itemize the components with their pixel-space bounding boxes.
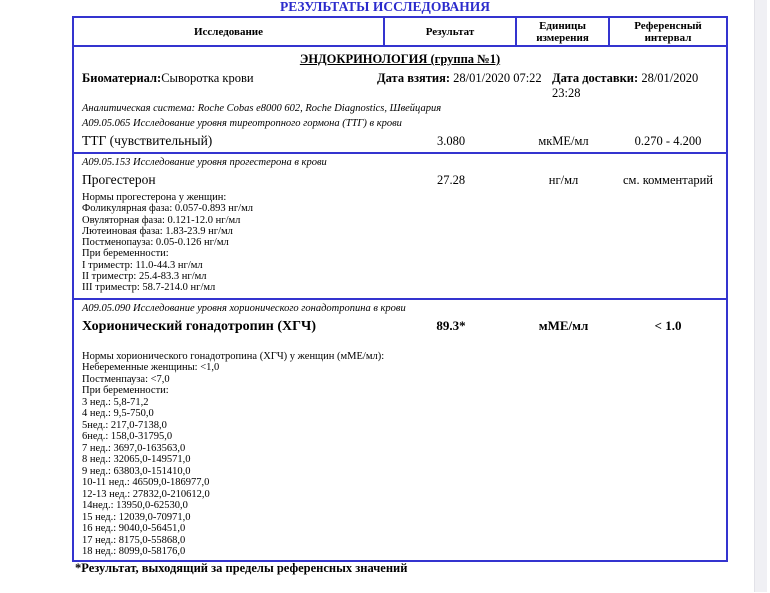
table-row — [74, 170, 726, 191]
note-line: 10-11 нед.: 46509,0-186977,0 — [82, 477, 210, 489]
test-notes — [74, 192, 726, 294]
test-code-line: А09.05.090 Исследование уровня хорионического гонадотропина в крови — [82, 302, 406, 314]
note-line: 5нед.: 217,0-7138,0 — [82, 419, 167, 431]
out-of-range-footnote: *Результат, выходящий за пределы референсных значений — [75, 561, 408, 575]
note-line: 9 нед.: 63803,0-151410,0 — [82, 465, 191, 477]
note-line: При беременности: — [82, 248, 169, 260]
page-title: РЕЗУЛЬТАТЫ ИССЛЕДОВАНИЯ — [279, 0, 490, 14]
biomaterial-value: Сыворотка крови — [161, 71, 254, 85]
table-row — [74, 316, 726, 338]
test-result: 3.080 — [436, 134, 466, 148]
test-block-ttg — [74, 118, 726, 154]
note-line: 16 нед.: 9040,0-56451,0 — [82, 523, 186, 535]
analytic-system-line: Аналитическая система: Roche Cobas e8000 602, Roche Diagnostics, Швейцария — [82, 103, 442, 114]
table-header-row — [74, 18, 726, 47]
table-row — [74, 131, 726, 152]
date-delivery-value: 28/01/2020 — [641, 71, 699, 85]
test-notes — [74, 351, 726, 558]
header-cell-reference: Референсный интервал — [634, 19, 702, 44]
date-delivery-label: Дата доставки: — [552, 71, 639, 85]
date-taken-field — [377, 71, 552, 101]
test-reference: 0.270 - 4.200 — [634, 134, 702, 148]
note-line: 4 нед.: 9,5-750,0 — [82, 408, 154, 420]
note-line: 7 нед.: 3697,0-163563,0 — [82, 442, 186, 454]
test-code-line: А09.05.153 Исследование уровня прогестерона в крови — [82, 157, 327, 168]
test-units: нг/мл — [548, 173, 579, 187]
note-line: Небеременные женщины: <1,0 — [82, 362, 220, 374]
note-line: Овуляторная фаза: 0.121-12.0 нг/мл — [82, 214, 241, 226]
notes-heading: Нормы хорионического гонадотропина (ХГЧ) у женщин (мМЕ/мл): — [82, 350, 385, 362]
test-result: 27.28 — [436, 173, 466, 187]
note-line: 8 нед.: 32065,0-149571,0 — [82, 454, 191, 466]
note-line: Постменопауза: 0.05-0.126 нг/мл — [82, 237, 229, 249]
test-name: Прогестерон — [82, 172, 156, 187]
note-line: 6нед.: 158,0-31795,0 — [82, 431, 173, 443]
note-line: Лютеиновая фаза: 1.83-23.9 нг/мл — [82, 225, 233, 237]
test-reference: < 1.0 — [654, 317, 682, 333]
test-code-line: А09.05.065 Исследование уровня тиреотропного гормона (ТТГ) в крови — [82, 118, 402, 129]
note-line: 18 нед.: 8099,0-58176,0 — [82, 546, 186, 558]
biomaterial-field — [82, 71, 377, 101]
note-line: I триместр: 11.0-44.3 нг/мл — [82, 259, 203, 271]
date-taken-value: 28/01/2020 07:22 — [453, 71, 542, 85]
test-units: мкМЕ/мл — [538, 134, 589, 148]
note-line: 14нед.: 13950,0-62530,0 — [82, 500, 188, 512]
date-delivery-time: 23:28 — [552, 86, 581, 100]
header-cell-result: Результат — [385, 18, 517, 45]
results-table — [72, 16, 728, 562]
test-units: мМЕ/мл — [538, 317, 589, 333]
date-taken-label: Дата взятия: — [377, 71, 450, 85]
test-name: Хорионический гонадотропин (ХГЧ) — [82, 318, 316, 334]
specimen-meta-row — [74, 69, 726, 101]
note-line: 15 нед.: 12039,0-70971,0 — [82, 511, 191, 523]
test-result: 89.3* — [436, 317, 466, 333]
test-reference: см. комментарий — [622, 173, 713, 187]
note-line: 3 нед.: 5,8-71,2 — [82, 396, 149, 408]
scrollbar-track[interactable] — [754, 0, 767, 592]
section-title: ЭНДОКРИНОЛОГИЯ (группа №1) — [299, 52, 501, 66]
section-row — [74, 47, 726, 69]
test-block-hcg — [74, 303, 726, 558]
note-line: 17 нед.: 8175,0-55868,0 — [82, 534, 186, 546]
header-cell-units: Единицы измерения — [517, 18, 610, 45]
test-name: ТТГ (чувствительный) — [82, 133, 213, 148]
note-line: Постменпауза: <7,0 — [82, 373, 170, 385]
note-line: III триместр: 58.7-214.0 нг/мл — [82, 282, 216, 294]
note-line: II триместр: 25.4-83.3 нг/мл — [82, 271, 207, 283]
header-cell-study: Исследование — [74, 18, 385, 45]
note-line: Фоликулярная фаза: 0.057-0.893 нг/мл — [82, 203, 253, 215]
test-block-progesterone — [74, 157, 726, 300]
note-line: 12-13 нед.: 27832,0-210612,0 — [82, 488, 210, 500]
biomaterial-label: Биоматериал: — [82, 71, 162, 85]
note-line: Нормы прогестерона у женщин: — [82, 192, 227, 203]
date-delivery-field — [552, 71, 718, 101]
note-line: При беременности: — [82, 385, 169, 397]
